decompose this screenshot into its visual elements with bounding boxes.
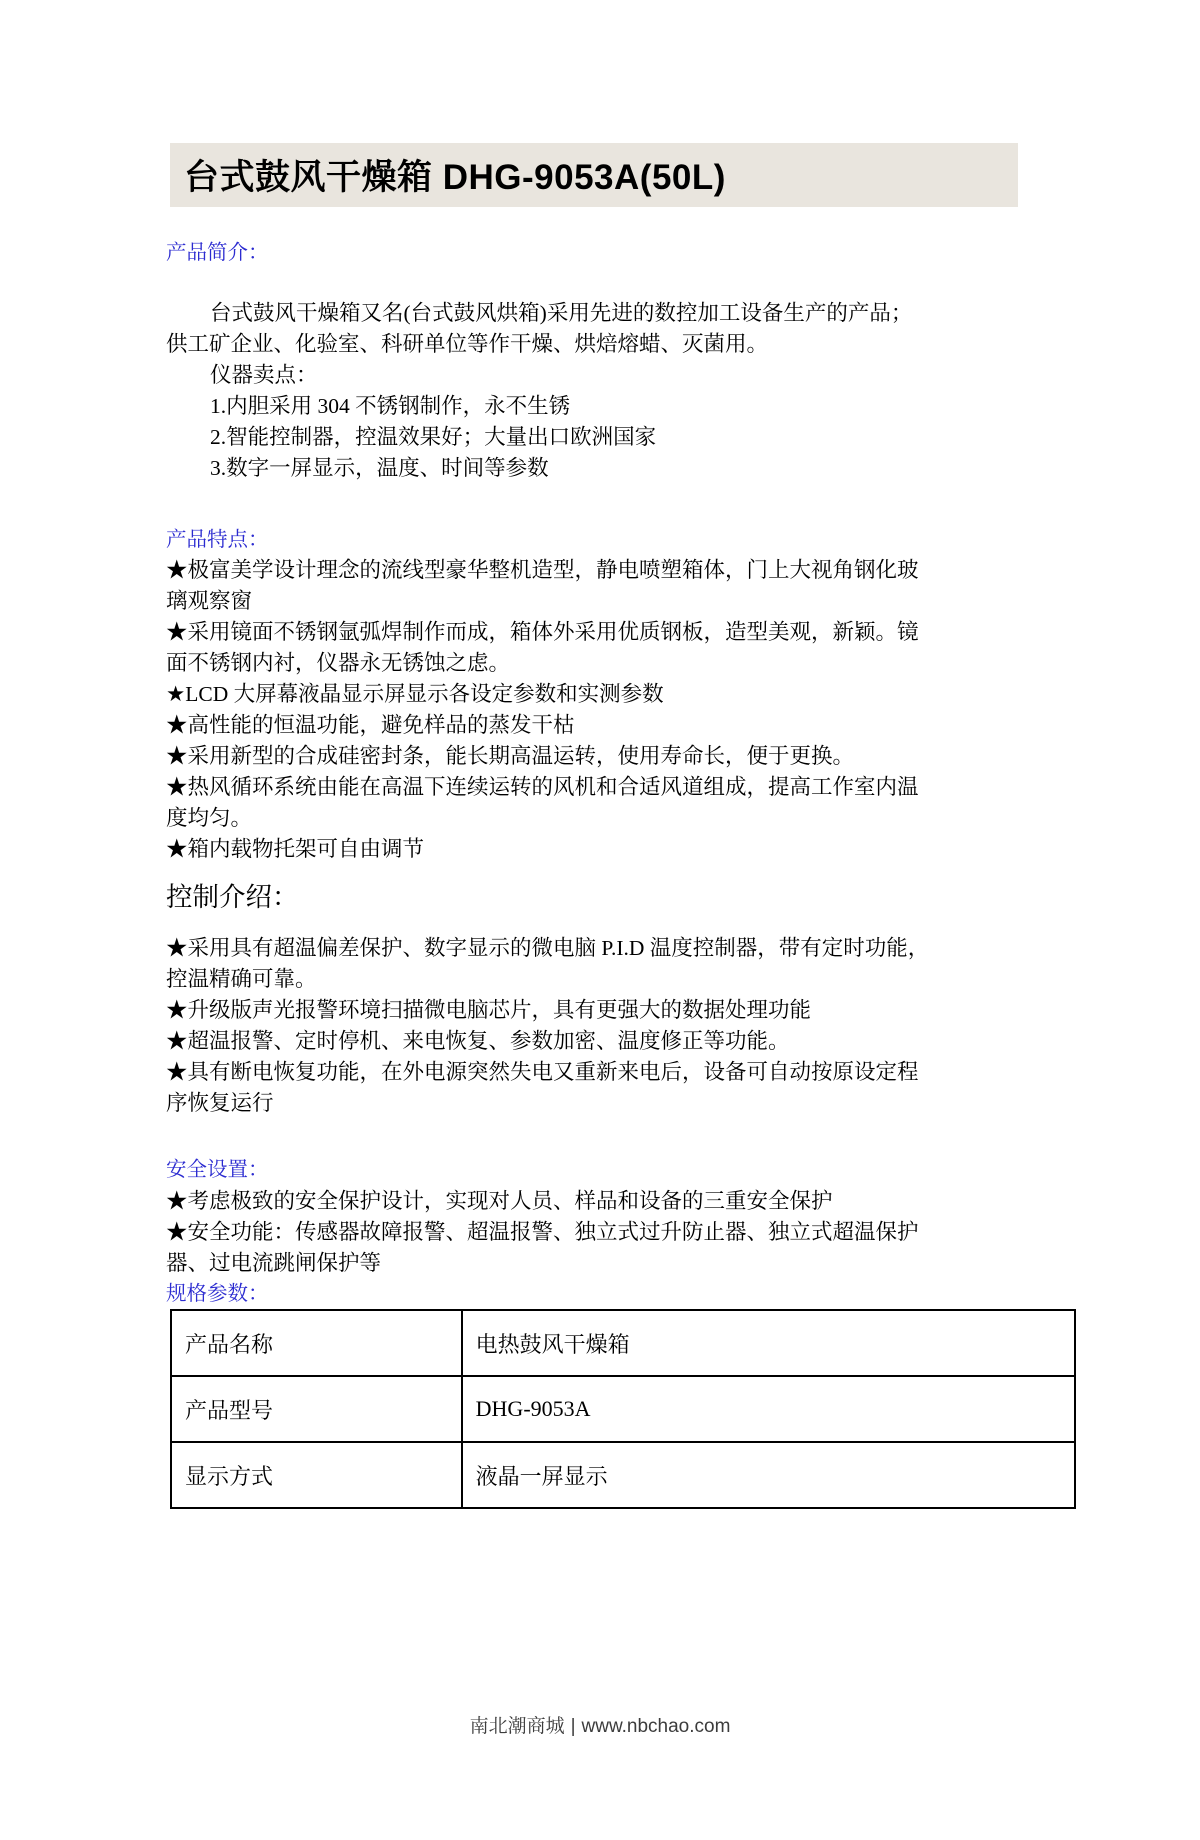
row-value-cell: 液晶一屏显示	[462, 1442, 1075, 1508]
feature-line: ★采用新型的合成硅密封条，能长期高温运转，使用寿命长，便于更换。	[166, 744, 855, 768]
section-heading-safety: 安全设置：	[166, 1159, 269, 1181]
footer-site-label: 南北潮商城	[469, 1716, 565, 1737]
spec-table	[170, 1309, 1076, 1509]
section-heading-control: 控制介绍：	[166, 882, 299, 912]
feature-line: 度均匀。	[166, 806, 253, 830]
intro-section	[166, 298, 1076, 484]
control-line: ★具有断电恢复功能，在外电源突然失电又重新来电后，设备可自动按原设定程	[166, 1060, 919, 1084]
document-page	[0, 143, 1200, 1840]
safety-section	[166, 1186, 1076, 1279]
table-row	[171, 1310, 1075, 1376]
footer-url-text: www.nbchao.com	[581, 1716, 731, 1737]
control-line: ★超温报警、定时停机、来电恢复、参数加密、温度修正等功能。	[166, 1029, 790, 1053]
intro-line: 2.智能控制器，控温效果好；大量出口欧洲国家	[210, 425, 657, 449]
control-line: 序恢复运行	[166, 1091, 274, 1115]
intro-line: 仪器卖点：	[210, 363, 318, 387]
feature-line: 璃观察窗	[166, 589, 253, 613]
feature-line: ★箱内载物托架可自由调节	[166, 837, 425, 861]
intro-line: 供工矿企业、化验室、科研单位等作干燥、烘焙熔蜡、灭菌用。	[166, 332, 769, 356]
document-body	[166, 238, 1076, 1509]
section-heading-features: 产品特点：	[166, 529, 269, 551]
feature-line: ★热风循环系统由能在高温下连续运转的风机和合适风道组成，提高工作室内温	[166, 775, 919, 799]
feature-line: ★LCD 大屏幕液晶显示屏显示各设定参数和实测参数	[166, 682, 664, 706]
row-label-cell: 产品名称	[171, 1310, 462, 1376]
intro-line: 台式鼓风干燥箱又名(台式鼓风烘箱)采用先进的数控加工设备生产的产品；	[210, 301, 913, 325]
control-section	[166, 933, 1076, 1119]
feature-line: 面不锈钢内衬，仪器永无锈蚀之虑。	[166, 651, 511, 675]
feature-line: ★极富美学设计理念的流线型豪华整机造型，静电喷塑箱体，门上大视角钢化玻	[166, 558, 919, 582]
control-line: ★升级版声光报警环境扫描微电脑芯片，具有更强大的数据处理功能	[166, 998, 812, 1022]
table-row	[171, 1442, 1075, 1508]
control-line: 控温精确可靠。	[166, 967, 317, 991]
feature-line: ★采用镜面不锈钢氩弧焊制作而成，箱体外采用优质钢板，造型美观，新颖。镜	[166, 620, 919, 644]
row-value-cell: DHG-9053A	[462, 1376, 1075, 1442]
feature-line: ★高性能的恒温功能，避免样品的蒸发干枯	[166, 713, 575, 737]
section-heading-intro: 产品简介：	[166, 242, 269, 264]
row-label-cell: 显示方式	[171, 1442, 462, 1508]
page-title: 台式鼓风干燥箱 DHG-9053A(50L)	[184, 158, 726, 197]
footer-divider: |	[570, 1716, 576, 1737]
control-line: ★采用具有超温偏差保护、数字显示的微电脑 P.I.D 温度控制器，带有定时功能，	[166, 936, 930, 960]
row-value-cell: 电热鼓风干燥箱	[462, 1310, 1075, 1376]
intro-line: 3.数字一屏显示，温度、时间等参数	[210, 456, 549, 480]
features-section	[166, 555, 1076, 865]
section-heading-specs: 规格参数：	[166, 1283, 269, 1305]
table-row	[171, 1376, 1075, 1442]
footer	[0, 1713, 1200, 1741]
safety-line: ★考虑极致的安全保护设计，实现对人员、样品和设备的三重安全保护	[166, 1189, 833, 1213]
intro-line: 1.内胆采用 304 不锈钢制作，永不生锈	[210, 394, 571, 418]
safety-line: 器、过电流跳闸保护等	[166, 1251, 382, 1275]
row-label-cell: 产品型号	[171, 1376, 462, 1442]
title-banner	[170, 143, 1018, 207]
safety-line: ★安全功能：传感器故障报警、超温报警、独立式过升防止器、独立式超温保护	[166, 1220, 919, 1244]
